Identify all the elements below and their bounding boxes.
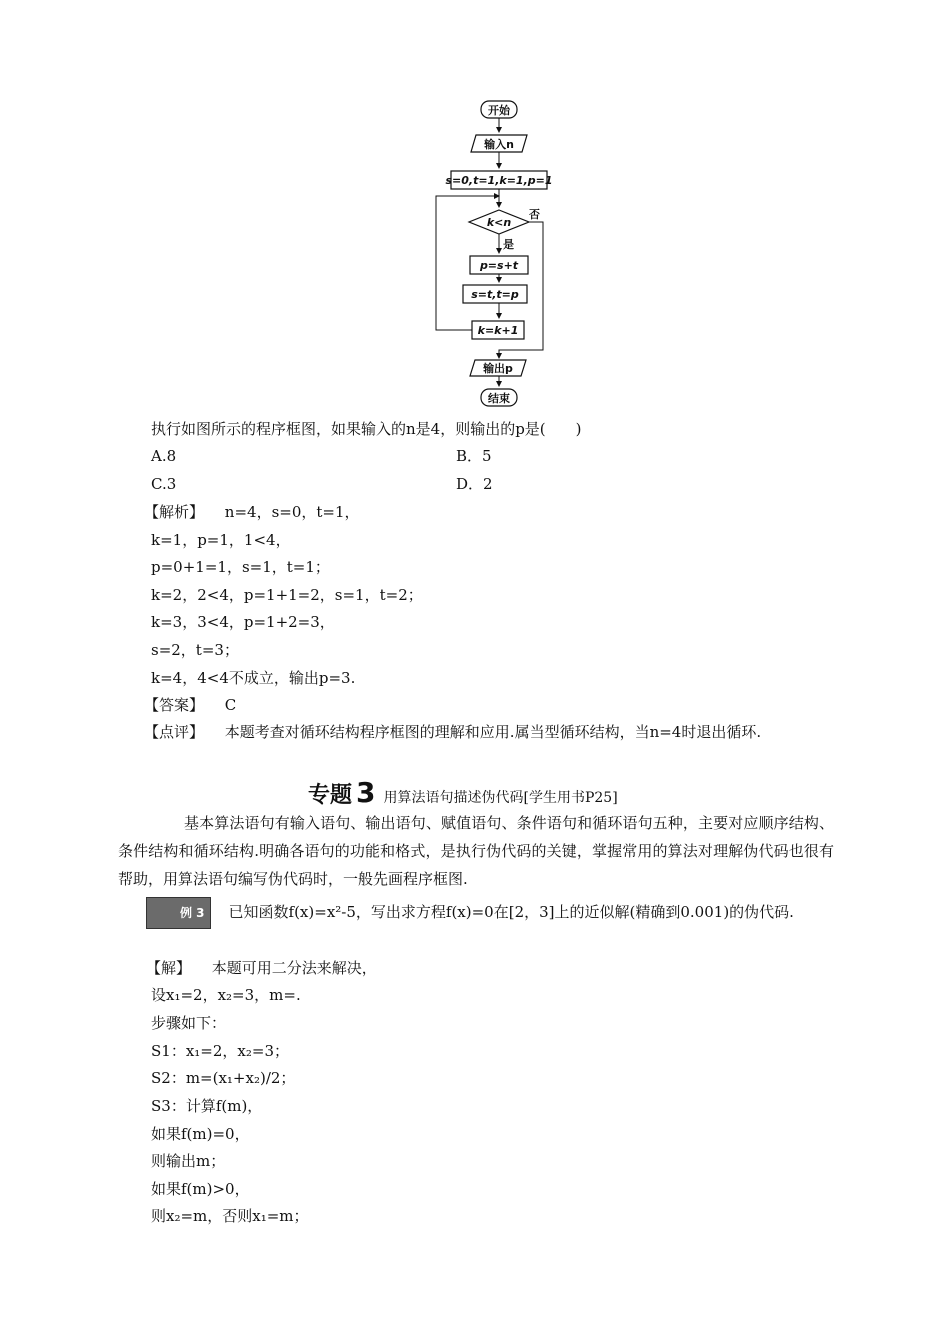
topic-title: 用算法语句描述伪代码[学生用书P25] xyxy=(383,790,618,806)
example-badge: 例 3 xyxy=(146,897,211,929)
option-c: C.3 xyxy=(151,475,177,493)
analysis-line: n=4，s=0，t=1， xyxy=(224,503,360,521)
analysis-line: s=2，t=3； xyxy=(151,641,239,659)
solution-line: 则x₂=m，否则x₁=m； xyxy=(151,1207,309,1225)
solution-line: S2：m=(x₁+x₂)/2； xyxy=(151,1069,296,1087)
input-text: 输入n xyxy=(484,138,514,151)
solution-first-line xyxy=(146,958,377,978)
option-d: D．2 xyxy=(456,475,493,493)
solution-line: S1：x₁=2，x₂=3； xyxy=(151,1042,289,1060)
yes-label: 是 xyxy=(503,238,514,251)
no-label: 否 xyxy=(529,208,540,221)
solution-line: 如果f(m)>0， xyxy=(151,1180,250,1198)
topic-number: 3 xyxy=(356,776,376,809)
solution-line: S3：计算f(m)， xyxy=(151,1097,263,1115)
question-text: 执行如图所示的程序框图，如果输入的n是4，则输出的p是( ) xyxy=(151,420,582,438)
solution-line: 步骤如下： xyxy=(151,1014,227,1032)
comment-paragraph xyxy=(118,718,834,746)
topic-label: 专题 xyxy=(308,783,353,808)
answer-line xyxy=(144,695,236,715)
intro-paragraph: 基本算法语句有输入语句、输出语句、赋值语句、条件语句和循环语句五种，主要对应顺序结构、条件结构和循环结构.明确各语句的功能和格式，是执行伪代码的关键，掌握常用的算法对理解伪代码也很有帮助，用算法语句编写伪代码时，一般先画程序框图. xyxy=(118,814,834,888)
solution-line: 如果f(m)=0， xyxy=(151,1125,250,1143)
analysis-line: k=2，2<4，p=1+1=2，s=1，t=2； xyxy=(151,586,423,604)
answer-tag: 【答案】 xyxy=(144,696,205,714)
option-b: B．5 xyxy=(456,447,492,465)
solution-line: 则输出m； xyxy=(151,1152,226,1170)
end-text: 结束 xyxy=(488,392,510,405)
comment-tag: 【点评】 xyxy=(144,723,205,741)
analysis-line: k=4，4<4不成立，输出p=3. xyxy=(151,669,356,687)
analysis-tag: 【解析】 xyxy=(144,503,205,521)
solution-first-text: 本题可用二分法来解决， xyxy=(211,959,377,977)
comment-text: 本题考查对循环结构程序框图的理解和应用.属当型循环结构，当n=4时退出循环. xyxy=(224,723,762,741)
solution-tag: 【解】 xyxy=(146,959,192,977)
analysis-line: k=1，p=1，1<4， xyxy=(151,531,291,549)
solution-line: 设x₁=2，x₂=3，m=. xyxy=(151,986,301,1004)
example-paragraph xyxy=(118,897,834,929)
output-text: 输出p xyxy=(483,362,513,375)
topic-heading xyxy=(308,776,618,810)
step2-text: s=t,t=p xyxy=(471,288,519,301)
answer-value: C xyxy=(224,696,237,714)
analysis-first-line xyxy=(144,502,360,522)
example-text: 已知函数f(x)=x²-5，写出求方程f(x)=0在[2，3]上的近似解(精确到0.001)的伪代码. xyxy=(228,903,794,921)
step3-text: k=k+1 xyxy=(477,324,519,337)
analysis-line: k=3，3<4，p=1+2=3， xyxy=(151,613,335,631)
step1-text: p=s+t xyxy=(479,259,519,272)
condition-text: k<n xyxy=(486,216,512,229)
init-text: s=0,t=1,k=1,p=1 xyxy=(445,174,553,187)
flowchart-diagram xyxy=(420,96,580,412)
option-a: A.8 xyxy=(151,447,177,465)
start-text: 开始 xyxy=(488,104,510,117)
analysis-line: p=0+1=1，s=1，t=1； xyxy=(151,558,330,576)
